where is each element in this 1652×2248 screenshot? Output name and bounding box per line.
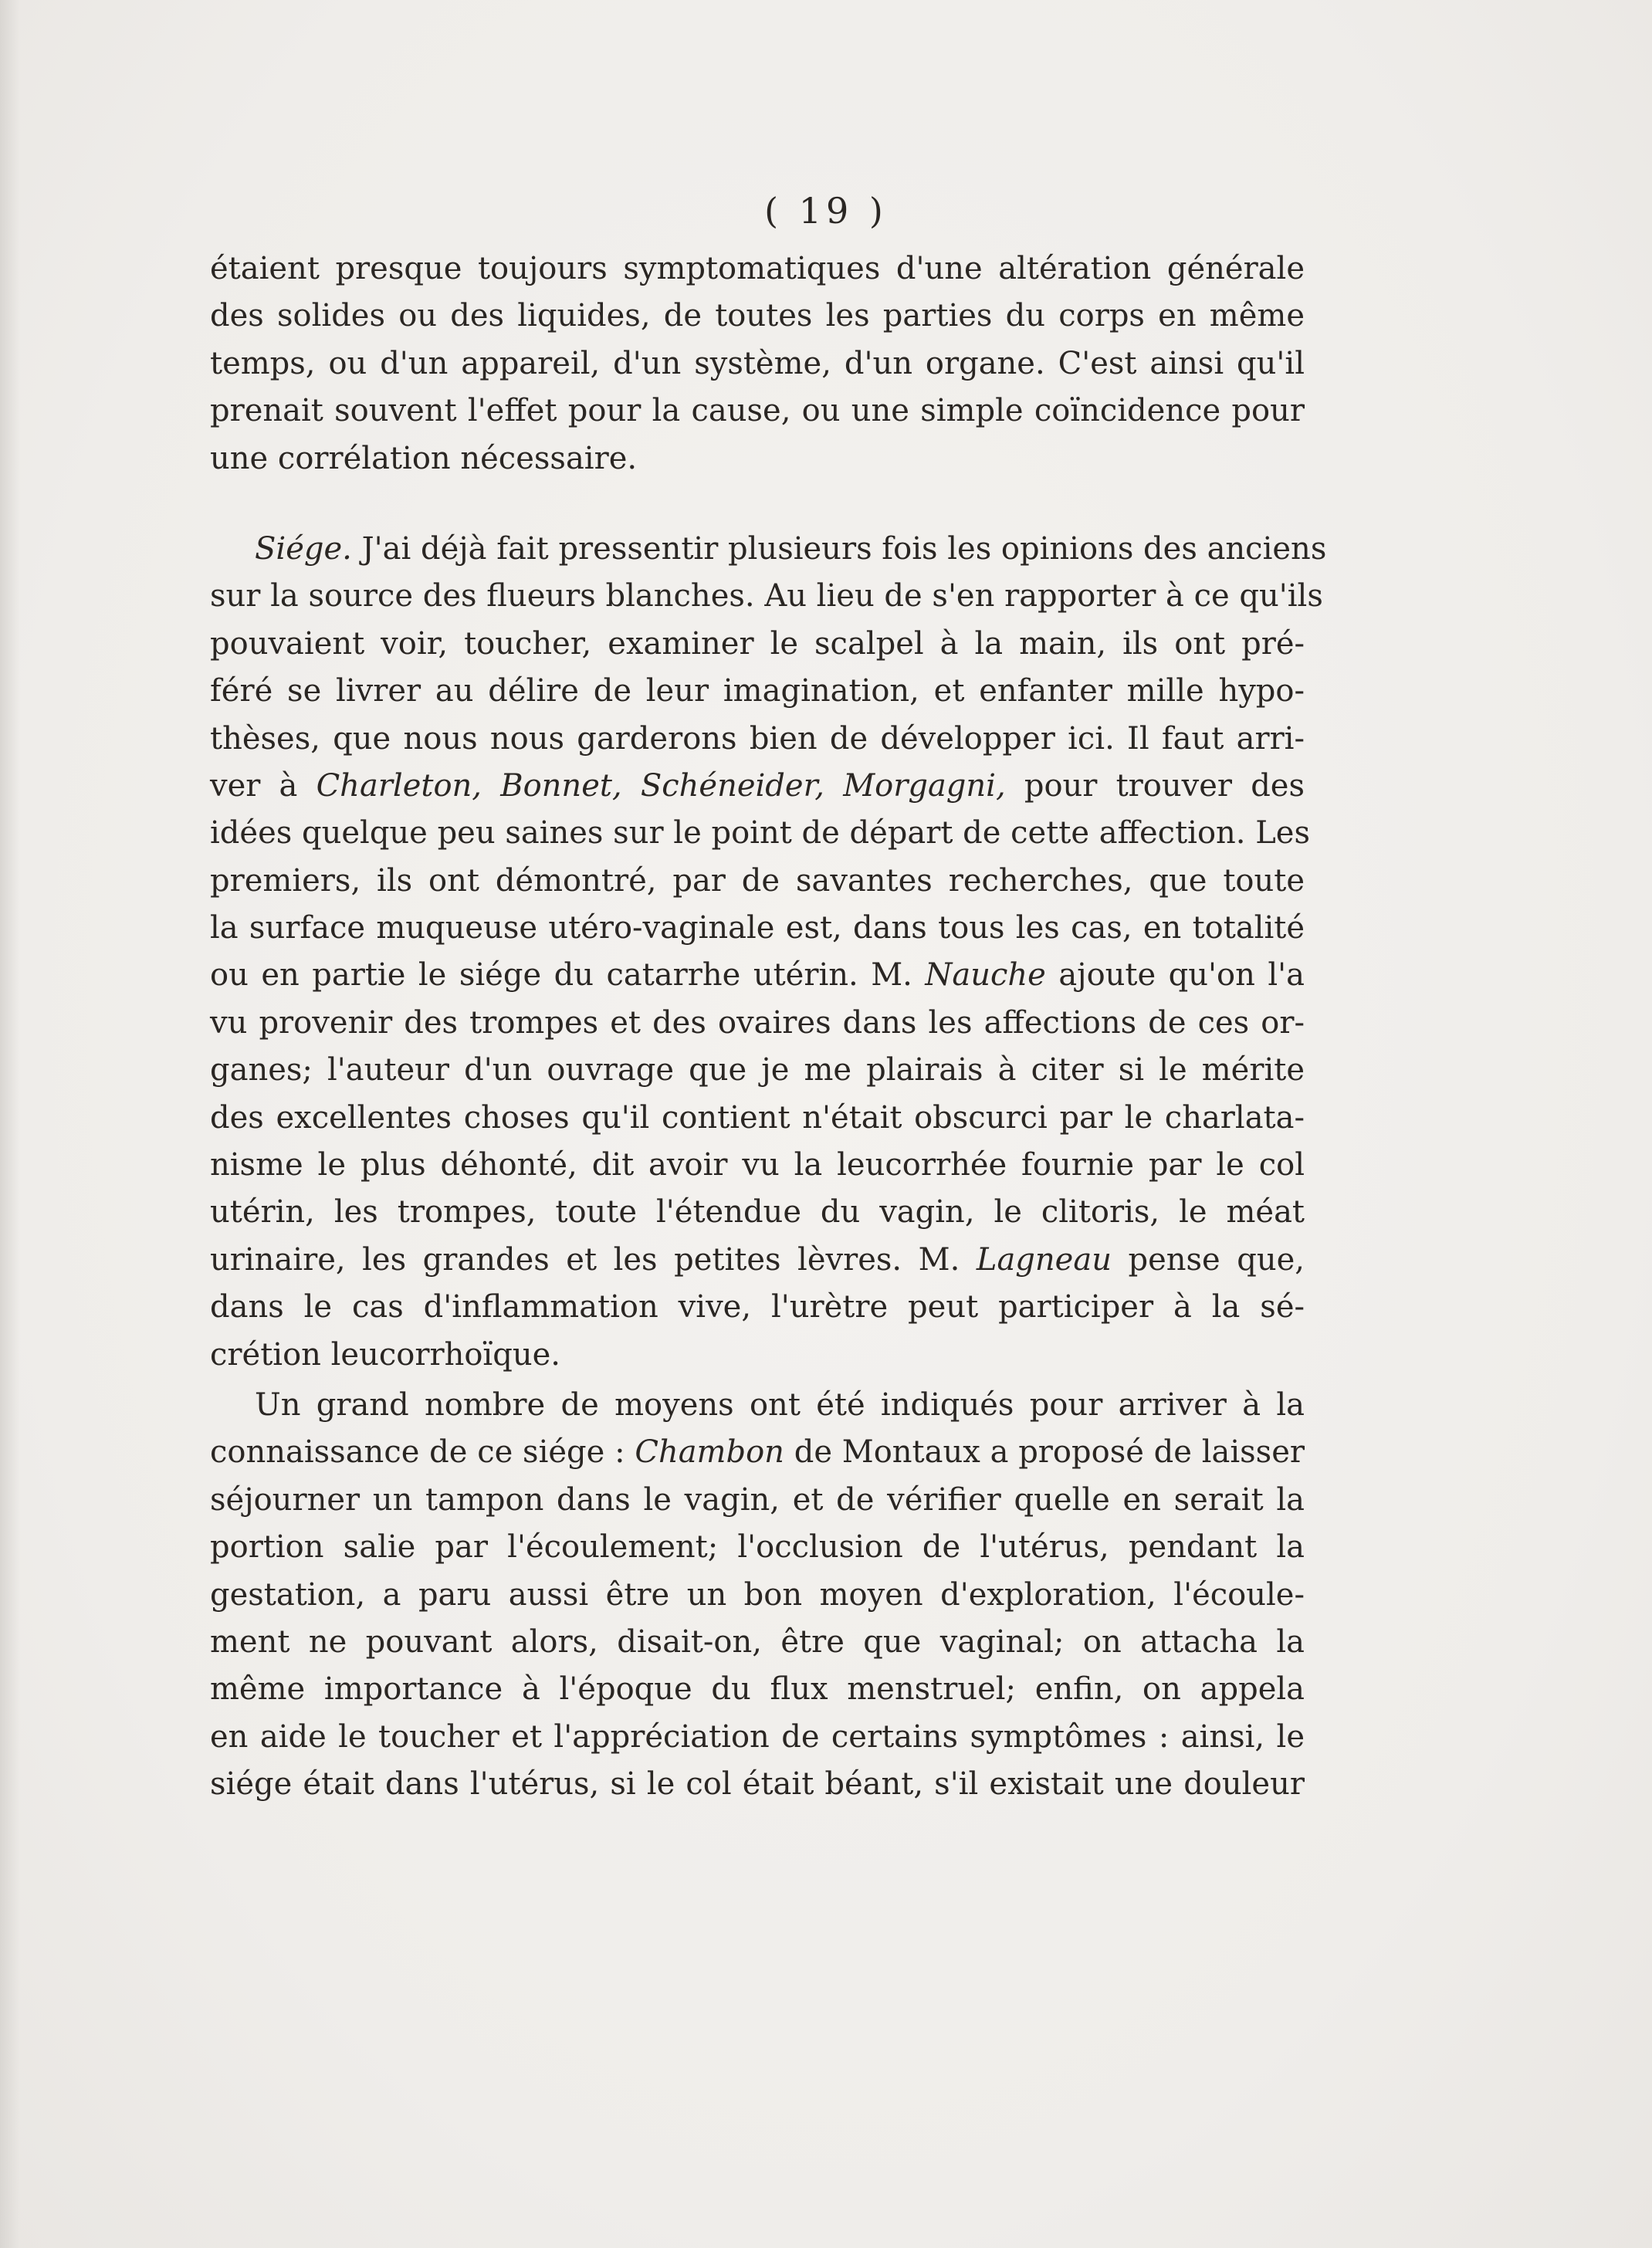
text-line: Siége. J'ai déjà fait pressentir plusieurs fois les opinions des anciens (255, 530, 1327, 567)
text-line: temps, ou d'un appareil, d'un système, d'un organe. C'est ainsi qu'il (210, 345, 1305, 381)
text-line: dans le cas d'inflammation vive, l'urètre peut participer à la sé- (210, 1289, 1305, 1325)
text-line: utérin, les trompes, toute l'étendue du vagin, le clitoris, le méat (210, 1194, 1305, 1231)
text-line: étaient presque toujours symptomatiques d'une altération générale (210, 251, 1305, 286)
paragraph-1 (210, 245, 1305, 482)
text-line: en aide le toucher et l'appréciation de certains symptômes : ainsi, le (210, 1718, 1305, 1755)
page-number: ( 19 ) (764, 190, 888, 232)
text-line: ver à Charleton, Bonnet, Schéneider, Morgagni, pour trouver des (210, 767, 1305, 804)
text-line: nisme le plus déhonté, dit avoir vu la leucorrhée fournie par le col (210, 1147, 1305, 1183)
text-line: vu provenir des trompes et des ovaires dans les affections de ces or- (210, 1004, 1305, 1041)
text-line: féré se livrer au délire de leur imagination, et enfanter mille hypo- (210, 673, 1305, 709)
text-line: même importance à l'époque du flux menstruel; enfin, on appela (210, 1671, 1305, 1708)
paragraph-2 (210, 526, 1327, 1379)
text-line: prenait souvent l'effet pour la cause, ou une simple coïncidence pour (210, 393, 1305, 429)
text-line: pouvaient voir, toucher, examiner le scalpel à la main, ils ont pré- (210, 625, 1305, 662)
text-line: idées quelque peu saines sur le point de départ de cette affection. Les (210, 815, 1310, 851)
text-line: urinaire, les grandes et les petites lèvres. M. Lagneau pense que, (210, 1241, 1305, 1278)
text-line: des excellentes choses qu'il contient n'était obscurci par le charlata- (210, 1099, 1305, 1136)
page-edge-shadow (0, 0, 20, 2248)
text-line: la surface muqueuse utéro-vaginale est, dans tous les cas, en totalité (210, 910, 1305, 946)
paragraph-3 (210, 1382, 1305, 1809)
text-line: connaissance de ce siége : Chambon de Montaux a proposé de laisser (210, 1434, 1305, 1471)
text-line: thèses, que nous nous garderons bien de développer ici. Il faut arri- (210, 720, 1305, 757)
text-line: ou en partie le siége du catarrhe utérin. M. Nauche ajoute qu'on l'a (210, 957, 1305, 994)
text-line: portion salie par l'écoulement; l'occlusion de l'utérus, pendant la (210, 1529, 1305, 1566)
text-line: ganes; l'auteur d'un ouvrage que je me plairais à citer si le mérite (210, 1052, 1305, 1088)
text-line: Un grand nombre de moyens ont été indiqués pour arriver à la (255, 1386, 1305, 1423)
text-line: crétion leucorrhoïque. (210, 1336, 560, 1373)
text-line: premiers, ils ont démontré, par de savantes recherches, que toute (210, 862, 1305, 899)
text-line: une corrélation nécessaire. (210, 440, 638, 476)
body-text (210, 245, 1327, 1809)
text-line: sur la source des flueurs blanches. Au lieu de s'en rapporter à ce qu'ils (210, 578, 1323, 614)
text-line: siége était dans l'utérus, si le col était béant, s'il existait une douleur (210, 1766, 1305, 1803)
text-line: des solides ou des liquides, de toutes les parties du corps en même (210, 298, 1305, 334)
text-line: gestation, a paru aussi être un bon moyen d'exploration, l'écoule- (210, 1576, 1305, 1613)
text-line: séjourner un tampon dans le vagin, et de vérifier quelle en serait la (210, 1481, 1305, 1518)
text-line: ment ne pouvant alors, disait-on, être que vaginal; on attacha la (210, 1623, 1305, 1660)
